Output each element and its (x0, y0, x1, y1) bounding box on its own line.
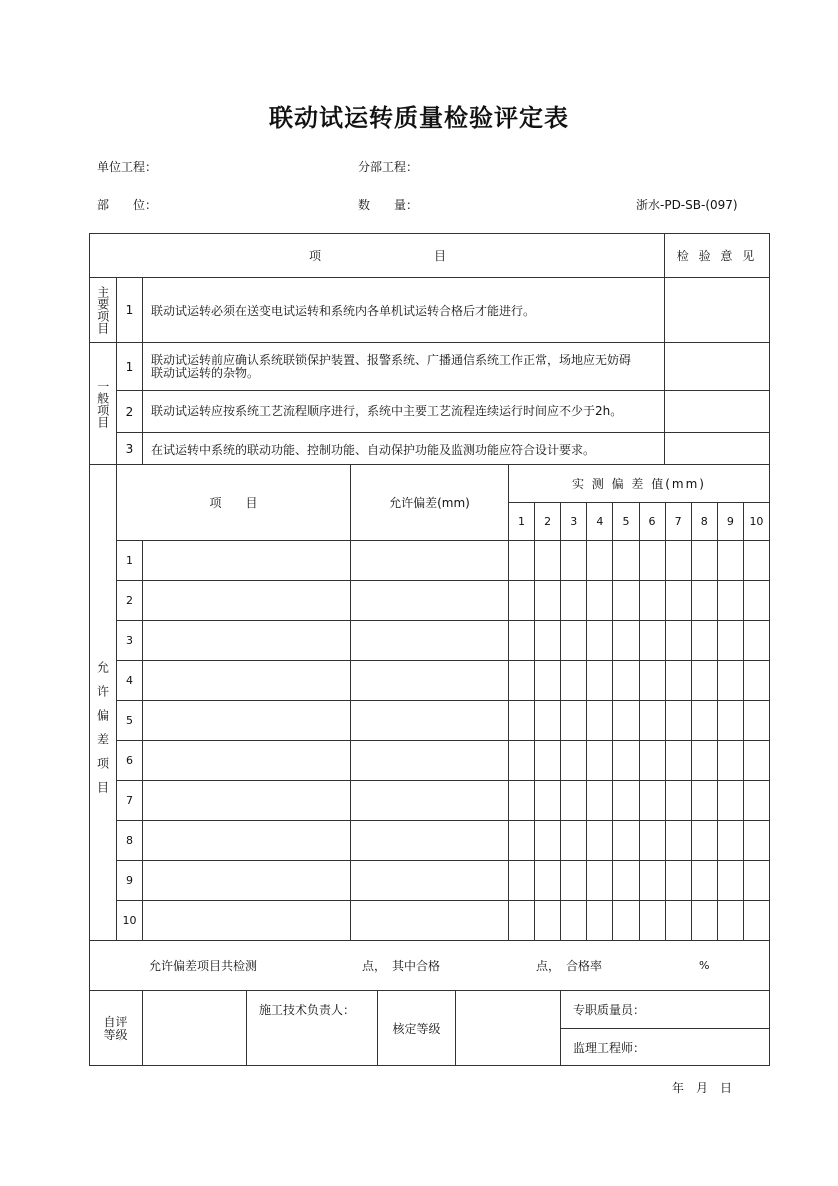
tol-header-measured: 实 测 偏 差 值(mm) (571, 477, 706, 491)
measured-value-cell[interactable] (535, 581, 560, 620)
tol-header-item: 项 目 (209, 496, 258, 510)
measured-value-cell[interactable] (640, 621, 665, 660)
measured-value-cell[interactable] (587, 621, 612, 660)
tolerance-item-cell[interactable] (143, 581, 350, 620)
tolerance-value-cell[interactable] (351, 821, 508, 860)
measured-value-cell[interactable] (718, 901, 743, 940)
measured-value-cell[interactable] (666, 661, 691, 700)
location-label: 部 位： (97, 198, 158, 212)
measured-value-cell[interactable] (692, 581, 717, 620)
self-grade-label: 自评等级 (103, 1014, 128, 1042)
tolerance-row-no: 1 (126, 554, 133, 567)
summary-part3: 点， 合格率 (536, 959, 603, 973)
measured-value-cell[interactable] (666, 541, 691, 580)
measured-value-cell[interactable] (744, 781, 769, 820)
measured-value-cell[interactable] (666, 621, 691, 660)
measured-value-cell[interactable] (535, 741, 560, 780)
measured-value-cell[interactable] (561, 901, 586, 940)
measured-value-cell[interactable] (613, 621, 638, 660)
quantity-label: 数 量： (358, 198, 419, 212)
measured-value-cell[interactable] (613, 781, 638, 820)
measured-value-cell[interactable] (692, 741, 717, 780)
measured-value-cell[interactable] (744, 821, 769, 860)
tolerance-group-label: 允许偏差项目 (95, 661, 110, 805)
tolerance-row-no: 8 (126, 834, 133, 847)
measure-col-header: 10 (749, 515, 764, 528)
measured-value-cell[interactable] (613, 741, 638, 780)
measured-value-cell[interactable] (640, 821, 665, 860)
measured-value-cell[interactable] (744, 861, 769, 900)
summary-percent: % (699, 959, 710, 972)
measured-value-cell[interactable] (744, 661, 769, 700)
measure-col-header: 6 (648, 515, 656, 528)
measured-value-cell[interactable] (561, 781, 586, 820)
main-row-no: 1 (125, 303, 134, 317)
tol-header-tolerance: 允许偏差(mm) (389, 496, 470, 510)
tolerance-value-cell[interactable] (351, 621, 508, 660)
measure-col-header: 9 (726, 515, 734, 528)
tolerance-item-cell[interactable] (143, 661, 350, 700)
tolerance-item-cell[interactable] (143, 821, 350, 860)
tolerance-item-cell[interactable] (143, 541, 350, 580)
tolerance-row-no: 5 (126, 714, 133, 727)
unit-project-label: 单位工程： (97, 160, 158, 174)
measured-value-cell[interactable] (666, 741, 691, 780)
measured-value-cell[interactable] (692, 701, 717, 740)
tolerance-value-cell[interactable] (351, 861, 508, 900)
measured-value-cell[interactable] (744, 901, 769, 940)
measured-value-cell[interactable] (640, 661, 665, 700)
measured-value-cell[interactable] (509, 581, 534, 620)
tolerance-value-cell[interactable] (351, 581, 508, 620)
measured-value-cell[interactable] (718, 701, 743, 740)
general-row-no: 2 (125, 404, 134, 419)
measured-value-cell[interactable] (535, 541, 560, 580)
measured-value-cell[interactable] (561, 621, 586, 660)
measure-col-header: 2 (544, 515, 552, 528)
measured-value-cell[interactable] (640, 901, 665, 940)
general-row-no: 1 (125, 359, 134, 374)
measure-col-header: 4 (596, 515, 604, 528)
tolerance-row-no: 10 (122, 914, 137, 927)
general-row-opinion[interactable] (665, 391, 769, 432)
tolerance-item-cell[interactable] (143, 781, 350, 820)
tolerance-item-cell[interactable] (143, 741, 350, 780)
tech-lead-label: 施工技术负责人： (259, 1002, 356, 1017)
tolerance-row-no: 6 (126, 754, 133, 767)
general-row-text: 联动试运转应按系统工艺流程顺序进行，系统中主要工艺流程连续运行时间应不少于2h。 (151, 404, 623, 419)
table-border-bottom (89, 1065, 770, 1066)
measured-value-cell[interactable] (666, 861, 691, 900)
tolerance-item-cell[interactable] (143, 901, 350, 940)
measured-value-cell[interactable] (640, 541, 665, 580)
measured-value-cell[interactable] (587, 901, 612, 940)
measured-value-cell[interactable] (561, 581, 586, 620)
measured-value-cell[interactable] (744, 741, 769, 780)
measured-value-cell[interactable] (640, 741, 665, 780)
measured-value-cell[interactable] (640, 581, 665, 620)
measured-value-cell[interactable] (535, 781, 560, 820)
measured-value-cell[interactable] (587, 741, 612, 780)
measured-value-cell[interactable] (509, 901, 534, 940)
measured-value-cell[interactable] (587, 701, 612, 740)
supervisor-label: 监理工程师： (573, 1040, 646, 1055)
measured-value-cell[interactable] (613, 821, 638, 860)
tolerance-row-no: 9 (126, 874, 133, 887)
measured-value-cell[interactable] (666, 781, 691, 820)
measure-col-header: 5 (622, 515, 630, 528)
tolerance-item-cell[interactable] (143, 621, 350, 660)
measured-value-cell[interactable] (692, 821, 717, 860)
measured-value-cell[interactable] (718, 581, 743, 620)
measured-value-cell[interactable] (744, 581, 769, 620)
measured-value-cell[interactable] (561, 541, 586, 580)
measured-value-cell[interactable] (509, 701, 534, 740)
measured-value-cell[interactable] (587, 581, 612, 620)
general-row-no: 3 (125, 442, 134, 456)
tolerance-item-cell[interactable] (143, 861, 350, 900)
measured-value-cell[interactable] (561, 741, 586, 780)
measured-value-cell[interactable] (535, 821, 560, 860)
measured-value-cell[interactable] (613, 701, 638, 740)
measured-value-cell[interactable] (587, 781, 612, 820)
measured-value-cell[interactable] (561, 661, 586, 700)
header-item-1: 项 (308, 249, 321, 263)
general-row-opinion[interactable] (665, 343, 769, 390)
page-title: 联动试运转质量检验评定表 (269, 104, 569, 132)
measured-value-cell[interactable] (535, 661, 560, 700)
main-group-label: 主要项目 (95, 286, 110, 334)
general-group-label: 一般项目 (95, 380, 110, 428)
measure-col-header: 3 (570, 515, 578, 528)
measured-value-cell[interactable] (718, 621, 743, 660)
measure-col-header: 7 (674, 515, 682, 528)
measured-value-cell[interactable] (509, 621, 534, 660)
measured-value-cell[interactable] (744, 541, 769, 580)
measured-value-cell[interactable] (640, 781, 665, 820)
summary-part2: 点， 其中合格 (362, 959, 441, 973)
tolerance-group-cell (89, 465, 116, 941)
measured-value-cell[interactable] (561, 821, 586, 860)
tolerance-value-cell[interactable] (351, 901, 508, 940)
measure-col-header: 1 (518, 515, 526, 528)
measured-value-cell[interactable] (509, 861, 534, 900)
measured-value-cell[interactable] (692, 661, 717, 700)
measured-value-cell[interactable] (561, 861, 586, 900)
approved-grade-label: 核定等级 (392, 1021, 441, 1036)
measured-value-cell[interactable] (535, 701, 560, 740)
measured-value-cell[interactable] (666, 821, 691, 860)
tolerance-value-cell[interactable] (351, 701, 508, 740)
measured-value-cell[interactable] (535, 621, 560, 660)
table-border-right (769, 233, 770, 1066)
measured-value-cell[interactable] (613, 661, 638, 700)
measured-value-cell[interactable] (509, 741, 534, 780)
measured-value-cell[interactable] (718, 661, 743, 700)
main-row-text: 联动试运转必须在送变电试运转和系统内各单机试运转合格后才能进行。 (151, 303, 536, 318)
general-row-text: 联动试运转前应确认系统联锁保护装置、报警系统、广播通信系统工作正常，场地应无妨碍联动试运转的杂物。 (151, 352, 632, 380)
measured-value-cell[interactable] (535, 901, 560, 940)
measured-value-cell[interactable] (587, 661, 612, 700)
measured-value-cell[interactable] (718, 861, 743, 900)
header-opinion: 检 验 意 见 (676, 249, 758, 263)
measured-value-cell[interactable] (718, 781, 743, 820)
measured-value-cell[interactable] (744, 621, 769, 660)
main-group-cell (89, 278, 116, 342)
measured-value-cell[interactable] (509, 661, 534, 700)
measured-value-cell[interactable] (666, 901, 691, 940)
measured-value-cell[interactable] (640, 861, 665, 900)
measured-value-cell[interactable] (509, 821, 534, 860)
header-item-2: 目 (433, 249, 446, 263)
main-row-opinion[interactable] (665, 278, 769, 342)
general-row-text: 在试运转中系统的联动功能、控制功能、自动保护功能及监测功能应符合设计要求。 (151, 442, 596, 457)
measured-value-cell[interactable] (613, 581, 638, 620)
divider (246, 990, 247, 1066)
measured-value-cell[interactable] (613, 541, 638, 580)
measured-value-cell[interactable] (587, 541, 612, 580)
measured-value-cell[interactable] (692, 901, 717, 940)
tolerance-row-no: 4 (126, 674, 133, 687)
measured-value-cell[interactable] (666, 701, 691, 740)
tolerance-value-cell[interactable] (351, 741, 508, 780)
measured-value-cell[interactable] (744, 701, 769, 740)
measured-value-cell[interactable] (509, 781, 534, 820)
measured-value-cell[interactable] (640, 701, 665, 740)
measured-value-cell[interactable] (509, 541, 534, 580)
self-grade-value[interactable] (143, 991, 246, 1065)
measured-value-cell[interactable] (613, 901, 638, 940)
measured-value-cell[interactable] (692, 541, 717, 580)
measured-value-cell[interactable] (692, 861, 717, 900)
measured-value-cell[interactable] (561, 701, 586, 740)
measured-value-cell[interactable] (613, 861, 638, 900)
form-code: 浙水-PD-SB-(097) (636, 198, 738, 212)
measured-value-cell[interactable] (692, 781, 717, 820)
quality-inspector-label: 专职质量员： (573, 1003, 646, 1017)
tolerance-item-cell[interactable] (143, 701, 350, 740)
measured-value-cell[interactable] (587, 861, 612, 900)
measure-col-header: 8 (700, 515, 708, 528)
approved-grade-value[interactable] (456, 991, 559, 1065)
date-label: 年 月 日 (672, 1081, 733, 1095)
tolerance-value-cell[interactable] (351, 541, 508, 580)
sub-project-label: 分部工程： (358, 160, 419, 174)
tolerance-row-no: 2 (126, 594, 133, 607)
measured-value-cell[interactable] (666, 581, 691, 620)
measured-value-cell[interactable] (718, 541, 743, 580)
measured-value-cell[interactable] (718, 741, 743, 780)
general-row-opinion[interactable] (665, 433, 769, 465)
summary-part1: 允许偏差项目共检测 (149, 959, 258, 973)
measured-value-cell[interactable] (692, 621, 717, 660)
tolerance-row-no: 3 (126, 634, 133, 647)
measured-value-cell[interactable] (535, 861, 560, 900)
general-group-cell (89, 343, 116, 465)
self-grade-cell (89, 991, 142, 1066)
tolerance-row-no: 7 (126, 794, 133, 807)
measured-value-cell[interactable] (718, 821, 743, 860)
tolerance-value-cell[interactable] (351, 661, 508, 700)
tolerance-value-cell[interactable] (351, 781, 508, 820)
measured-value-cell[interactable] (587, 821, 612, 860)
